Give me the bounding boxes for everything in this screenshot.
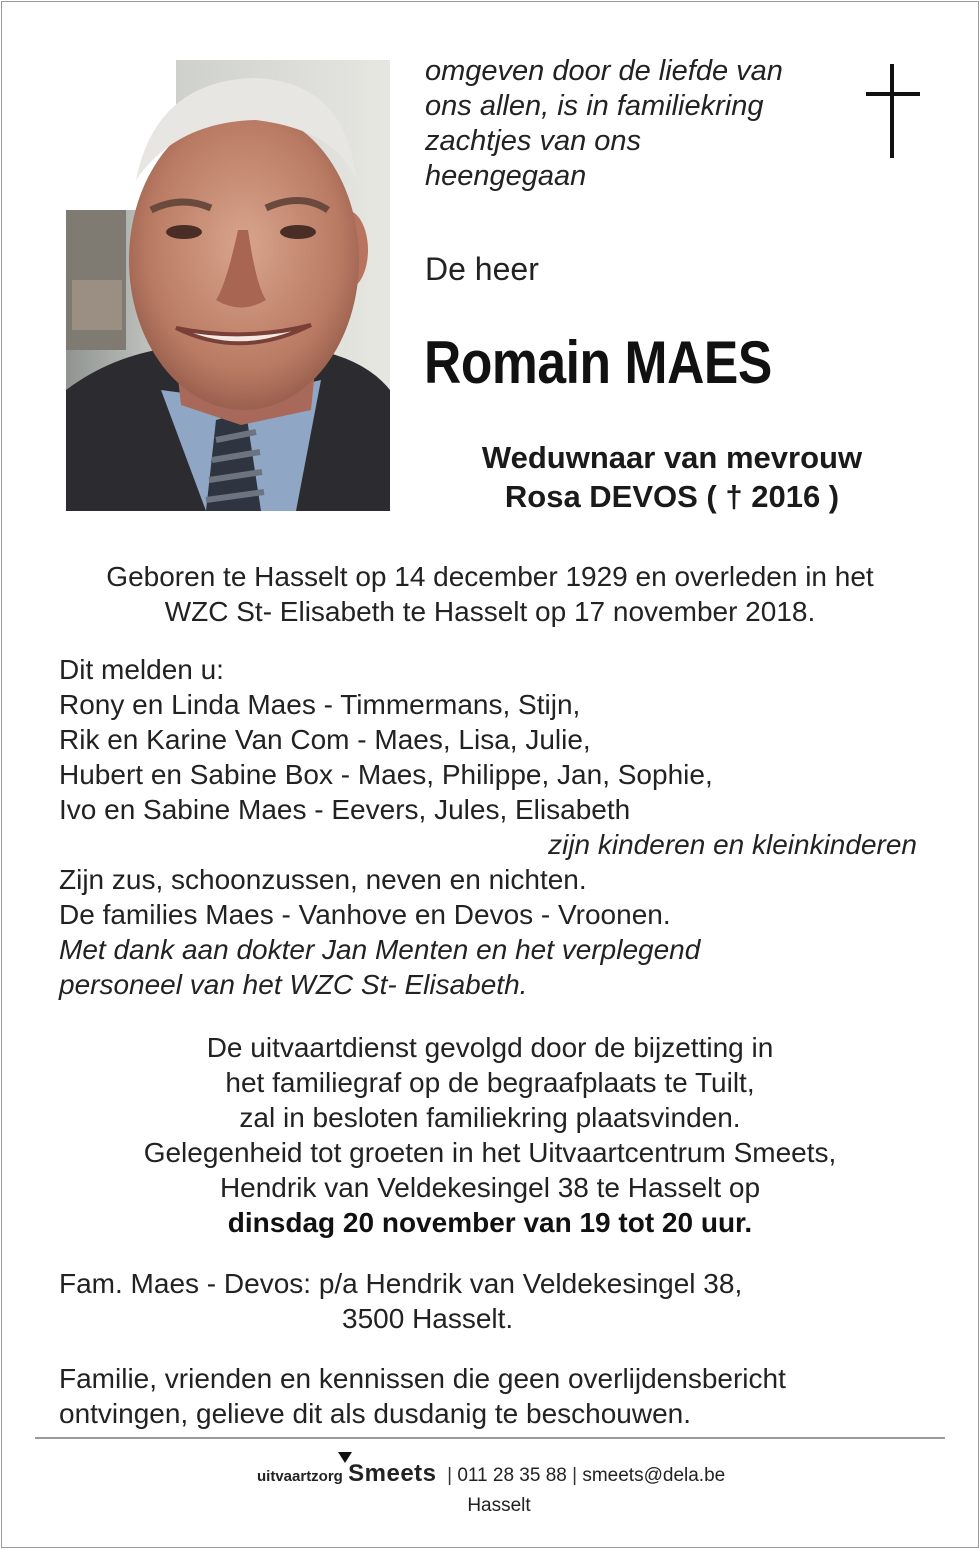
footer-city: Hasselt bbox=[467, 1495, 531, 1516]
portrait-photo bbox=[66, 60, 390, 511]
children-caption: zijn kinderen en kleinkinderen bbox=[548, 829, 917, 860]
child-family-line: Rony en Linda Maes - Timmermans, Stijn, bbox=[59, 689, 581, 720]
relatives-line: Zijn zus, schoonzussen, neven en nichten. bbox=[59, 864, 587, 895]
spouse-line: Rosa DEVOS ( † 2016 ) bbox=[504, 479, 840, 514]
cross-icon bbox=[860, 60, 926, 160]
child-family-line: Ivo en Sabine Maes - Eevers, Jules, Elisabeth bbox=[59, 794, 631, 825]
born-line: Geboren te Hasselt op 14 december 1929 en overleden in het bbox=[106, 561, 874, 592]
intro-line: heengegaan bbox=[425, 160, 587, 192]
funeral-info bbox=[40, 1030, 940, 1240]
intro-line: ons allen, is in familiekring bbox=[425, 90, 764, 122]
address-line: 3500 Hasselt. bbox=[342, 1303, 514, 1334]
visitation-date: dinsdag 20 november van 19 tot 20 uur. bbox=[227, 1207, 753, 1238]
address-line: Fam. Maes - Devos: p/a Hendrik van Veldekesingel 38, bbox=[59, 1268, 743, 1299]
birth-death-info bbox=[40, 559, 940, 629]
intro-line: omgeven door de liefde van bbox=[425, 55, 783, 87]
notice-line: ontvingen, gelieve dit als dusdanig te beschouwen. bbox=[59, 1398, 691, 1429]
born-line: WZC St- Elisabeth te Hasselt op 17 november 2018. bbox=[164, 596, 816, 627]
funeral-line: Hendrik van Veldekesingel 38 te Hasselt op bbox=[219, 1172, 761, 1203]
spouse-line: Weduwnaar van mevrouw bbox=[481, 440, 863, 475]
closing-notice bbox=[59, 1361, 939, 1431]
child-family-line: Hubert en Sabine Box - Maes, Philippe, Jan, Sophie, bbox=[59, 759, 713, 790]
footer-phone[interactable]: 011 28 35 88 bbox=[457, 1465, 567, 1486]
announce-heading: Dit melden u: bbox=[59, 654, 224, 685]
family-address bbox=[59, 1266, 929, 1336]
intro-text bbox=[425, 54, 845, 194]
honorific: De heer bbox=[425, 251, 539, 287]
funeral-line: De uitvaartdienst gevolgd door de bijzetting in bbox=[206, 1032, 774, 1063]
funeral-line: het familiegraf op de begraafplaats te Tuilt, bbox=[225, 1067, 755, 1098]
thanks-line: Met dank aan dokter Jan Menten en het verplegend bbox=[59, 934, 701, 965]
separator: | bbox=[441, 1465, 458, 1486]
family-announcement bbox=[59, 652, 929, 1002]
child-family-line: Rik en Karine Van Com - Maes, Lisa, Julie, bbox=[59, 724, 591, 755]
thanks-line: personeel van het WZC St- Elisabeth. bbox=[59, 969, 528, 1000]
deceased-name: Romain MAES bbox=[424, 329, 772, 396]
notice-line: Familie, vrienden en kennissen die geen overlijdensbericht bbox=[59, 1363, 786, 1394]
funeral-home-logo: Smeets bbox=[348, 1460, 437, 1487]
footer-contact-line bbox=[257, 1462, 725, 1489]
footer-divider bbox=[35, 1437, 945, 1439]
relatives-line: De families Maes - Vanhove en Devos - Vroonen. bbox=[59, 899, 671, 930]
footer-prefix: uitvaartzorg bbox=[257, 1468, 343, 1485]
funeral-line: Gelegenheid tot groeten in het Uitvaartcentrum Smeets, bbox=[143, 1137, 837, 1168]
funeral-line: zal in besloten familiekring plaatsvinden. bbox=[239, 1102, 741, 1133]
footer-email[interactable]: smeets@dela.be bbox=[582, 1465, 726, 1486]
separator: | bbox=[566, 1465, 583, 1486]
intro-line: zachtjes van ons bbox=[425, 125, 642, 157]
spouse-info bbox=[408, 438, 936, 516]
